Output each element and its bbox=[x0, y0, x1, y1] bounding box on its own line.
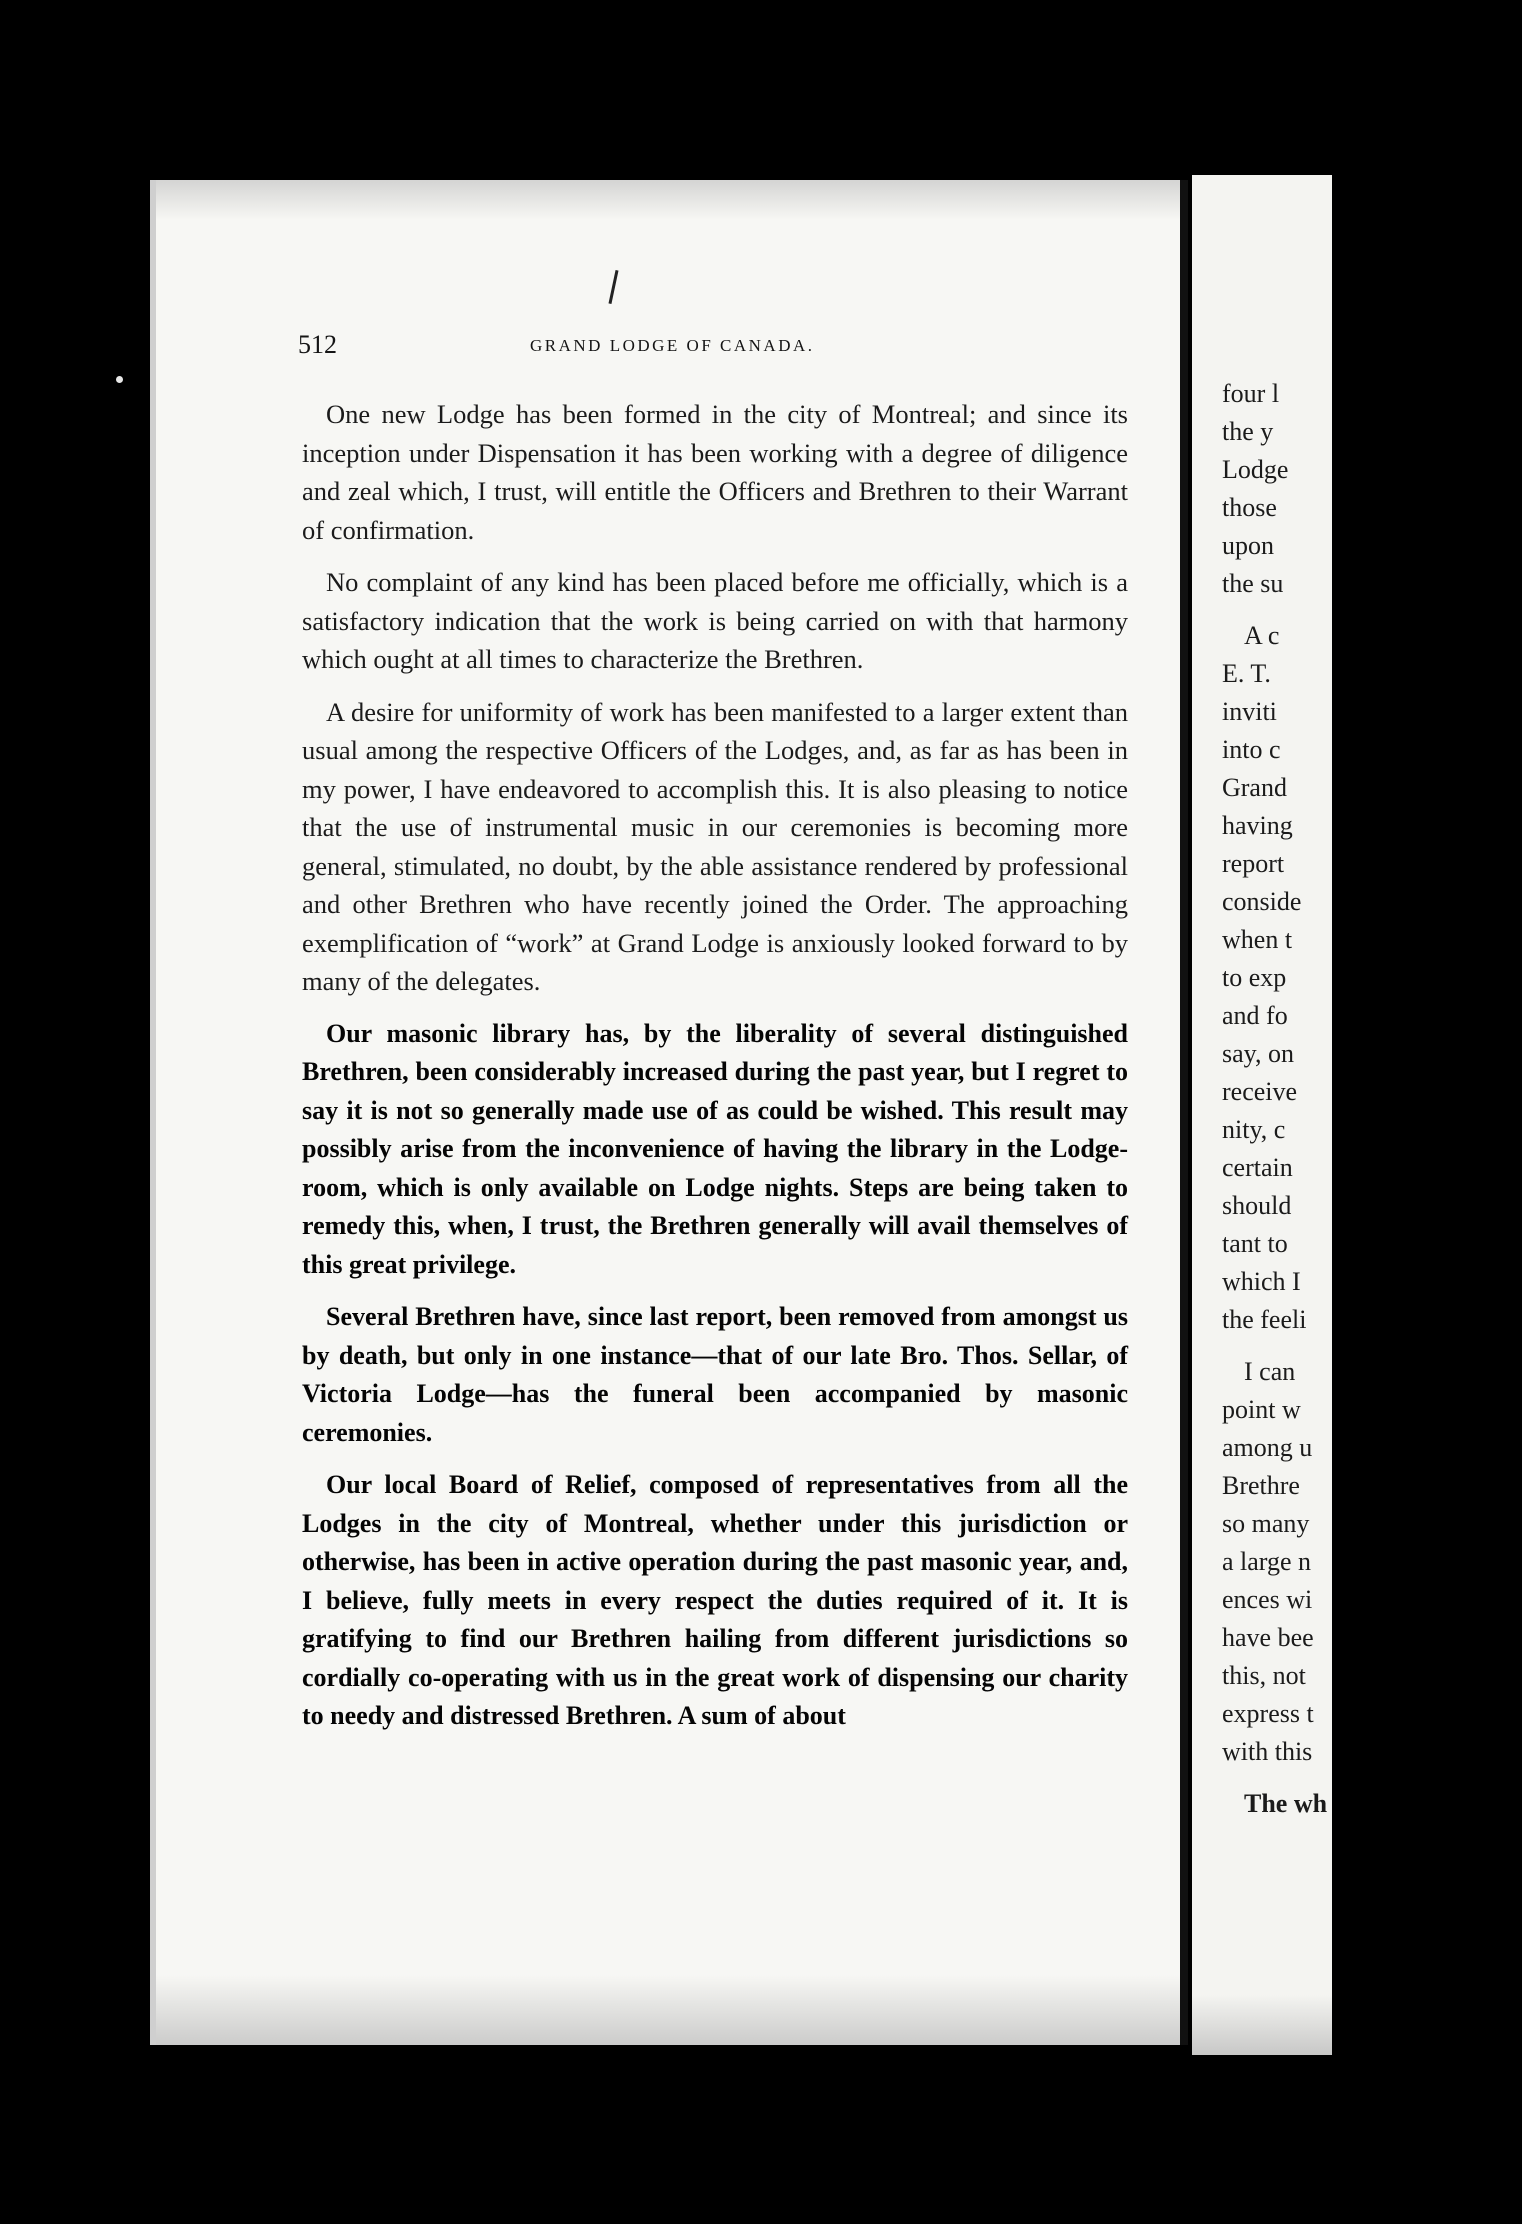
facing-line: point w bbox=[1222, 1395, 1301, 1424]
facing-line: this, not bbox=[1222, 1661, 1306, 1690]
scan-shadow-top bbox=[156, 180, 1180, 220]
paragraph: Several Brethren have, since last report, been removed from amongst us by death, but only in one instance—that of our late Bro. Thos. Sellar, of Victoria Lodge—has the funeral been accompanied by masonic ceremonies. bbox=[302, 1302, 1128, 1447]
facing-line: with this bbox=[1222, 1737, 1313, 1766]
facing-line: The wh bbox=[1244, 1789, 1328, 1818]
facing-line: those bbox=[1222, 493, 1277, 522]
facing-line: which I bbox=[1222, 1267, 1301, 1296]
scan-shadow-bottom bbox=[156, 1975, 1180, 2045]
paragraph: No complaint of any kind has been placed before me officially, which is a satisfactory indication that the work is being carried on with that harmony which ought at all times to characterize the Brethren. bbox=[302, 567, 1128, 674]
facing-block-2 bbox=[1222, 617, 1522, 1339]
facing-line: tant to bbox=[1222, 1229, 1288, 1258]
running-head-title: GRAND LODGE OF CANADA. bbox=[530, 336, 815, 355]
facing-line: inviti bbox=[1222, 697, 1277, 726]
facing-line: the y bbox=[1222, 417, 1274, 446]
facing-line: so many bbox=[1222, 1509, 1310, 1538]
facing-line: have bee bbox=[1222, 1623, 1314, 1652]
facing-line: ences wi bbox=[1222, 1585, 1313, 1614]
facing-page-text bbox=[1222, 375, 1522, 1823]
facing-line: Brethre bbox=[1222, 1471, 1300, 1500]
facing-line: to exp bbox=[1222, 963, 1287, 992]
facing-line: certain bbox=[1222, 1153, 1293, 1182]
paragraph: A desire for uniformity of work has been manifested to a larger extent than usual among the respective Officers of the Lodges, and, as far as has been in my power, I have endeavored to accomplish this. It is also pleasing to notice that the use of instrumental music in our ceremonies is becoming more general, stimulated, no doubt, by the able assistance rendered by professional and other Brethren who have recently joined the Order. The approaching exemplification of “work” at Grand Lodge is anxiously looked forward to by many of the delegates. bbox=[302, 696, 1128, 996]
scan-shadow-bottom bbox=[1192, 1995, 1332, 2055]
facing-line: Grand bbox=[1222, 773, 1287, 802]
body-text bbox=[302, 395, 1128, 1750]
main-page bbox=[150, 180, 1180, 2045]
facing-line: report bbox=[1222, 849, 1285, 878]
facing-line: having bbox=[1222, 811, 1293, 840]
facing-line: I can bbox=[1244, 1357, 1296, 1386]
facing-line: receive bbox=[1222, 1077, 1298, 1106]
facing-line: should bbox=[1222, 1191, 1292, 1220]
paragraph: Our masonic library has, by the liberality of several distinguished Brethren, been considerably increased during the past year, but I regret to say it is not so generally made use of as could be wished. This result may possibly arise from the inconvenience of having the library in the Lodge-room, which is only available on Lodge nights. Steps are being taken to remedy this, when, I trust, the Brethren generally will avail themselves of this great privilege. bbox=[302, 1018, 1128, 1279]
facing-line: and fo bbox=[1222, 1001, 1288, 1030]
page-gutter bbox=[1180, 180, 1188, 2045]
paragraph: One new Lodge has been formed in the city of Montreal; and since its inception under Dispensation it has been working with a degree of diligence and zeal which, I trust, will entitle the Officers and Brethren to their Warrant of confirmation. bbox=[302, 399, 1128, 545]
facing-line: into c bbox=[1222, 735, 1281, 764]
facing-line: A c bbox=[1244, 621, 1280, 650]
facing-line: four l bbox=[1222, 379, 1280, 408]
facing-block-4 bbox=[1222, 1785, 1522, 1823]
facing-line: E. T. bbox=[1222, 659, 1271, 688]
facing-line: nity, c bbox=[1222, 1115, 1286, 1144]
facing-line: among u bbox=[1222, 1433, 1313, 1462]
facing-line: when t bbox=[1222, 925, 1293, 954]
facing-line: express t bbox=[1222, 1699, 1314, 1728]
paragraph: Our local Board of Relief, composed of representatives from all the Lodges in the city of Montreal, whether under this jurisdiction or otherwise, has been in active operation during the past masonic year, and, I believe, fully meets in every respect the duties required of it. It is gratifying to find our Brethren hailing from different jurisdictions so cordially co-operating with us in the great work of dispensing our charity to needy and distressed Brethren. A sum of about bbox=[302, 1470, 1128, 1730]
facing-line: the feeli bbox=[1222, 1305, 1307, 1334]
page-number: 512 bbox=[298, 330, 337, 359]
facing-line: Lodge bbox=[1222, 455, 1289, 484]
facing-line: say, on bbox=[1222, 1039, 1294, 1068]
facing-line: the su bbox=[1222, 569, 1284, 598]
stray-dot bbox=[116, 376, 123, 383]
stray-pen-mark bbox=[608, 270, 618, 304]
facing-page bbox=[1192, 175, 1332, 2055]
facing-block-3 bbox=[1222, 1353, 1522, 1771]
facing-block-1 bbox=[1222, 375, 1522, 603]
running-head bbox=[298, 330, 1038, 370]
facing-line: conside bbox=[1222, 887, 1302, 916]
facing-line: a large n bbox=[1222, 1547, 1312, 1576]
facing-line: upon bbox=[1222, 531, 1274, 560]
